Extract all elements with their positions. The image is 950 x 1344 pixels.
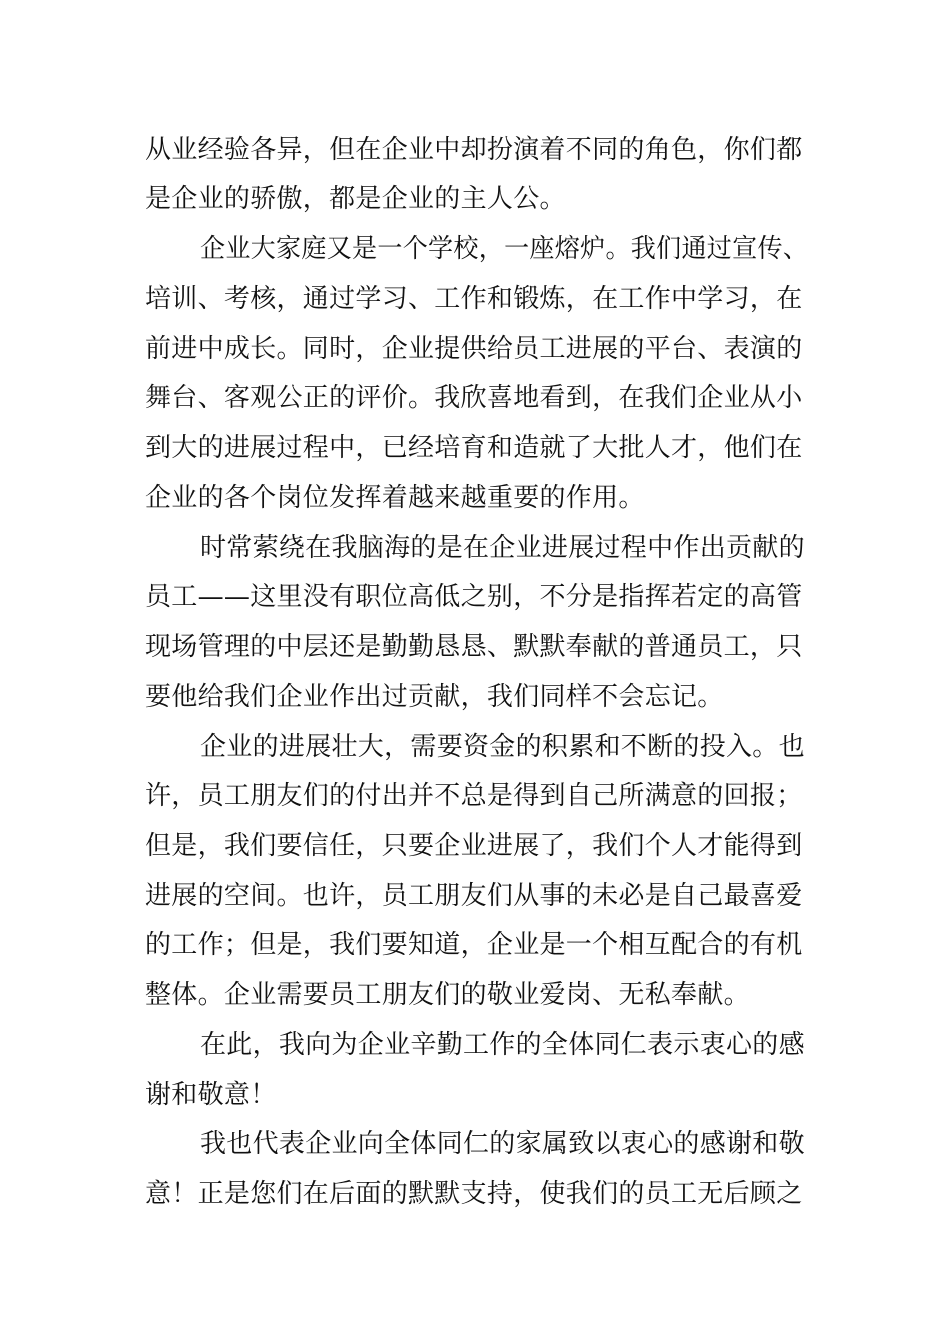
text-line: 舞台、客观公正的评价。我欣喜地看到，在我们企业从小 bbox=[145, 383, 803, 413]
text-line: 但是，我们要信任，只要企业进展了，我们个人才能得到 bbox=[145, 831, 803, 861]
text-line: 许，员工朋友们的付出并不总是得到自己所满意的回报； bbox=[145, 781, 803, 811]
text-line: 从业经验各异，但在企业中却扮演着不同的角色，你们都 bbox=[145, 135, 803, 165]
text-line: 意！正是您们在后面的默默支持，使我们的员工无后顾之 bbox=[145, 1179, 803, 1209]
paragraph-first-line: 企业大家庭又是一个学校，一座熔炉。我们通过宣传、 bbox=[200, 234, 809, 264]
text-line: 的工作；但是，我们要知道，企业是一个相互配合的有机 bbox=[145, 930, 803, 960]
text-line: 是企业的骄傲，都是企业的主人公。 bbox=[145, 184, 566, 214]
text-line: 现场管理的中层还是勤勤恳恳、默默奉献的普通员工，只 bbox=[145, 632, 803, 662]
paragraph-first-line: 企业的进展壮大，需要资金的积累和不断的投入。也 bbox=[200, 732, 805, 762]
text-line: 要他给我们企业作出过贡献，我们同样不会忘记。 bbox=[145, 682, 724, 712]
text-line: 员工——这里没有职位高低之别，不分是指挥若定的高管 bbox=[145, 582, 803, 612]
paragraph-first-line: 我也代表企业向全体同仁的家属致以衷心的感谢和敬 bbox=[200, 1129, 805, 1159]
text-line: 前进中成长。同时，企业提供给员工进展的平台、表演的 bbox=[145, 334, 803, 364]
text-line: 谢和敬意！ bbox=[145, 1080, 277, 1110]
text-line: 到大的进展过程中，已经培育和造就了大批人才，他们在 bbox=[145, 433, 803, 463]
text-line: 进展的空间。也许，员工朋友们从事的未必是自己最喜爱 bbox=[145, 881, 803, 911]
text-line: 培训、考核，通过学习、工作和锻炼，在工作中学习，在 bbox=[145, 284, 803, 314]
text-line: 整体。企业需要员工朋友们的敬业爱岗、无私奉献。 bbox=[145, 980, 750, 1010]
paragraph-first-line: 时常萦绕在我脑海的是在企业进展过程中作出贡献的 bbox=[200, 533, 805, 563]
text-line: 企业的各个岗位发挥着越来越重要的作用。 bbox=[145, 483, 645, 513]
paragraph-first-line: 在此，我向为企业辛勤工作的全体同仁表示衷心的感 bbox=[200, 1030, 805, 1060]
